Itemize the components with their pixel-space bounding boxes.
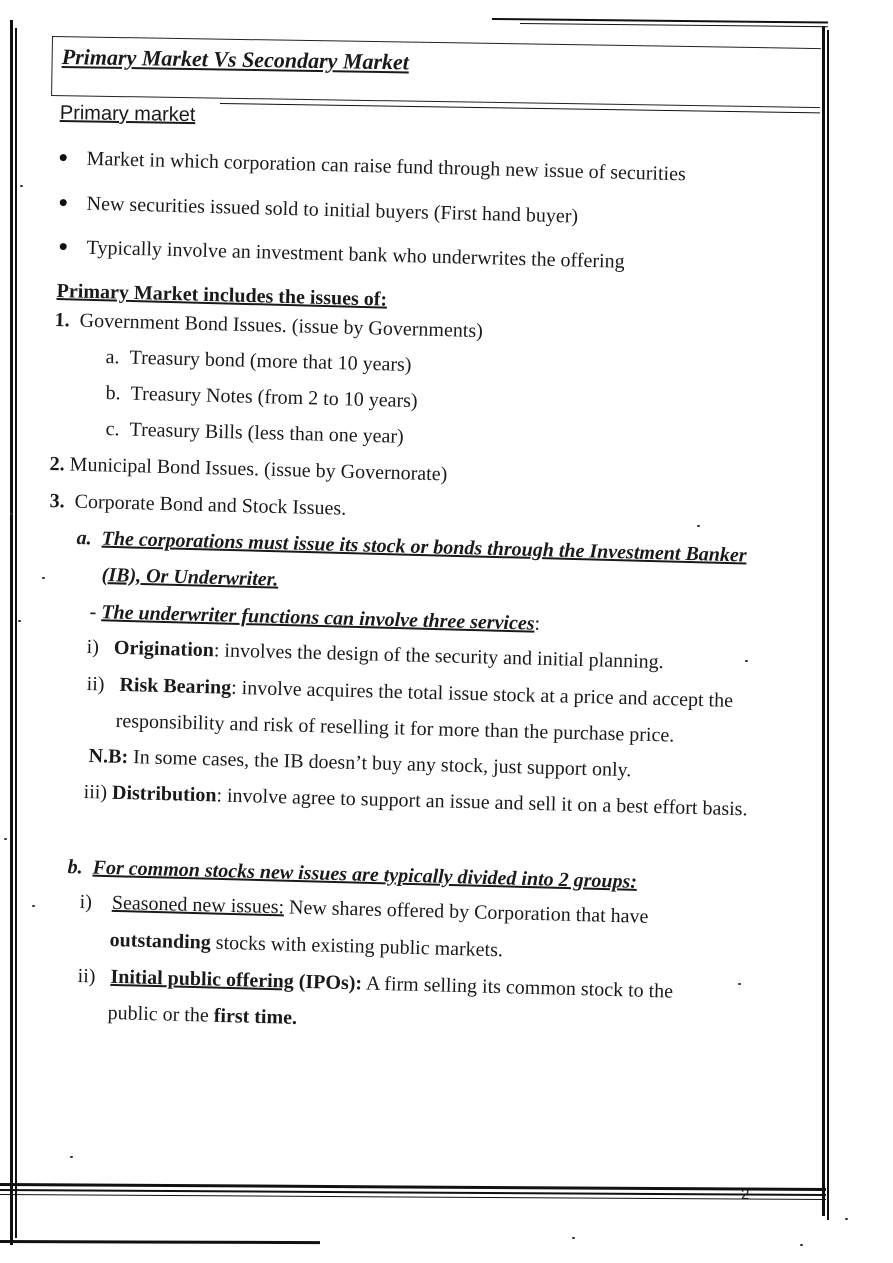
group-item-continued: public or the first time.	[107, 1002, 298, 1029]
frame-right-line-outer	[827, 30, 829, 1220]
scan-speck	[745, 660, 748, 662]
treasury-item: a. Treasury bond (more that 10 years)	[105, 346, 412, 376]
point-a-line2: (IB), Or Underwriter.	[101, 564, 279, 591]
bullet-icon	[60, 243, 67, 250]
section-heading: Primary market	[59, 102, 196, 127]
list-item: Typically involve an investment bank who underwrites the offering	[59, 236, 625, 274]
page-title: Primary Market Vs Secondary Market	[61, 44, 410, 75]
scan-speck	[697, 525, 700, 527]
service-item: iii) Distribution: involve agree to support an issue and sell it on a best effort basis.	[83, 781, 748, 821]
treasury-item: c. Treasury Bills (less than one year)	[105, 418, 405, 448]
scan-speck	[800, 1244, 803, 1246]
scan-speck	[42, 577, 45, 579]
group-item: i) Seasoned new issues: New shares offered by Corporation that have	[79, 891, 649, 928]
service-item: ii) Risk Bearing: involve acquires the total issue stock at a price and accept the	[86, 673, 734, 712]
nb-note: N.B: In some cases, the IB doesn’t buy any stock, just support only.	[88, 745, 632, 782]
page-number: 2	[741, 1186, 750, 1203]
point-a-line1: a. The corporations must issue its stock or bonds through the Investment Banker	[76, 527, 747, 567]
underwriter-heading: - The underwriter functions can involve three services:	[89, 601, 541, 635]
scan-speck	[845, 1218, 848, 1220]
bullet-icon	[60, 154, 67, 161]
scan-speck	[20, 185, 23, 187]
list-item: New securities issued sold to initial buyers (First hand buyer)	[59, 192, 578, 229]
frame-top-line-2	[520, 23, 828, 27]
scan-speck	[70, 1156, 73, 1158]
group-item: ii) Initial public offering (IPOs): A firm selling its common stock to the	[77, 965, 674, 1003]
includes-heading: Primary Market includes the issues of:	[56, 280, 388, 311]
frame-right-line	[822, 26, 825, 1216]
service-item-continued: responsibility and risk of reselling it for more than the purchase price.	[115, 710, 675, 747]
frame-left-line	[10, 20, 13, 1245]
issue-item-3: 3. Corporate Bond and Stock Issues.	[49, 490, 347, 520]
frame-bottom-edge	[0, 1240, 320, 1244]
group-item-continued: outstanding stocks with existing public markets.	[109, 929, 504, 962]
point-b-heading: b. For common stocks new issues are typically divided into 2 groups:	[67, 856, 638, 893]
scan-speck	[18, 620, 21, 622]
scan-speck	[10, 513, 13, 515]
treasury-item: b. Treasury Notes (from 2 to 10 years)	[105, 382, 418, 413]
bullet-icon	[60, 199, 67, 206]
issue-item-2: 2. Municipal Bond Issues. (issue by Governorate)	[49, 453, 448, 486]
scan-speck	[4, 838, 7, 840]
list-item: Market in which corporation can raise fund through new issue of securities	[59, 147, 686, 186]
scan-speck	[572, 1237, 575, 1239]
issue-item-1: 1. Government Bond Issues. (issue by Governments)	[54, 309, 484, 343]
scan-speck	[738, 983, 741, 985]
scan-speck	[32, 905, 35, 907]
frame-left-line-inner	[15, 28, 17, 1238]
service-item: i) Origination: involves the design of the security and initial planning.	[86, 636, 664, 674]
